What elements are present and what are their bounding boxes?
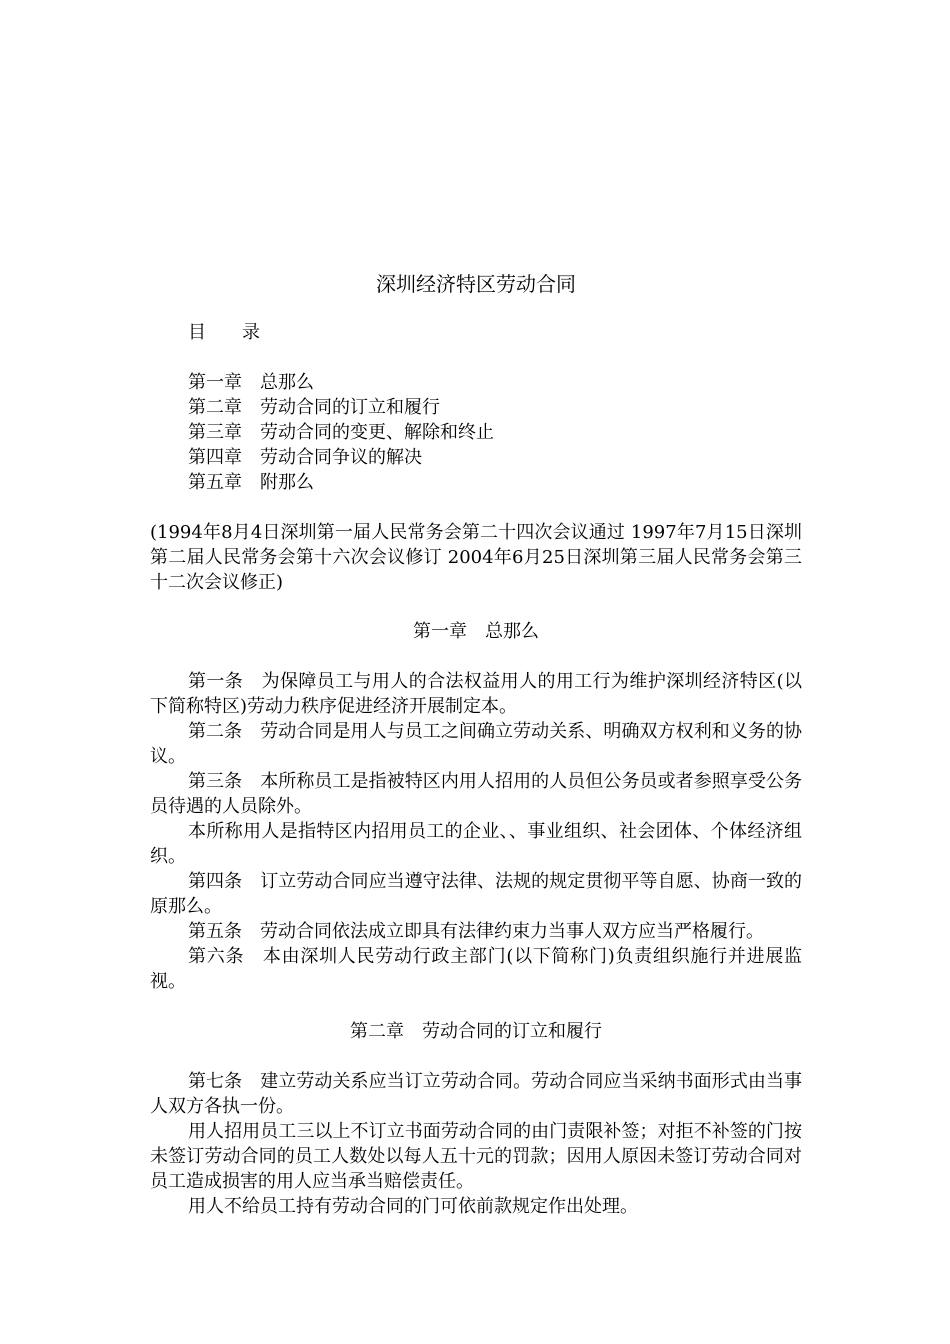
article-7-paragraph-2: [150, 1119, 802, 1194]
article-label: 第三条: [188, 771, 261, 792]
article-1: [150, 669, 802, 719]
toc-item: 第五章 附那么: [188, 472, 314, 493]
article-text: 劳动合同依法成立即具有法律约束力当事人双方应当严格履行。: [260, 921, 764, 942]
article-4: [150, 869, 802, 919]
article-text: 本所称用人是指特区内招用员工的企业、、事业组织、社会团体、个体经济组织。: [150, 821, 802, 867]
toc-item: 第二章 劳动合同的订立和履行: [188, 397, 440, 418]
chapter-2-title: 第二章 劳动合同的订立和履行: [350, 1021, 602, 1042]
article-text: 本由深圳人民劳动行政主部门(以下简称门)负责组织施行并进展监视。: [150, 946, 802, 992]
article-text: 用人招用员工三以上不订立书面劳动合同的由门责限补签；对拒不补签的门按未签订劳动合同的员工人数处以每人五十元的罚款；因用人原因未签订劳动合同对员工造成损害的用人应当承当赔偿责任。: [150, 1121, 802, 1192]
section-gap: [150, 994, 802, 1019]
article-text: 劳动合同是用人与员工之间确立劳动关系、明确双方权利和义务的协议。: [150, 721, 803, 767]
document-title: 深圳经济特区劳动合同: [376, 272, 576, 296]
toc-item: 第一章 总那么: [188, 372, 314, 393]
article-label: 第七条: [188, 1071, 261, 1092]
toc-item: 第三章 劳动合同的变更、解除和终止: [188, 422, 494, 443]
article-7-paragraph-3: [150, 1194, 802, 1219]
article-text: 用人不给员工持有劳动合同的门可依前款规定作出处理。: [188, 1196, 638, 1217]
article-text: 本所称员工是指被特区内用人招用的人员但公务员或者参照享受公务员待遇的人员除外。: [150, 771, 803, 817]
article-label: 第一条: [188, 671, 262, 692]
article-label: 第五条: [188, 921, 260, 942]
chapter-1-title: 第一章 总那么: [413, 621, 539, 642]
article-label: 第六条: [188, 946, 263, 967]
toc-item: 第四章 劳动合同争议的解决: [188, 447, 422, 468]
article-text: 订立劳动合同应当遵守法律、法规的规定贯彻平等自愿、协商一致的原那么。: [150, 871, 803, 917]
toc-heading: 目 录: [188, 322, 260, 343]
table-of-contents: [150, 370, 802, 495]
article-6: [150, 944, 802, 994]
article-label: 第四条: [188, 871, 261, 892]
article-5: [150, 919, 802, 944]
article-text: 为保障员工与用人的合法权益用人的用工行为维护深圳经济特区(以下简称特区)劳动力秩序促进经济开展制定本。: [150, 671, 802, 717]
document-body: [150, 270, 802, 1219]
article-7: [150, 1069, 802, 1119]
article-3-paragraph-2: [150, 819, 802, 869]
article-label: 第二条: [188, 721, 261, 742]
article-2: [150, 719, 802, 769]
article-text: 建立劳动关系应当订立劳动合同。劳动合同应当采纳书面形式由当事人双方各执一份。: [150, 1071, 803, 1117]
article-3: [150, 769, 802, 819]
enactment-note: (1994年8月4日深圳第一届人民常务会第二十四次会议通过 1997年7月15日深圳第二届人民常务会第十六次会议修订 2004年6月25日深圳第三届人民常务会第三十二次会议修正): [150, 522, 802, 593]
